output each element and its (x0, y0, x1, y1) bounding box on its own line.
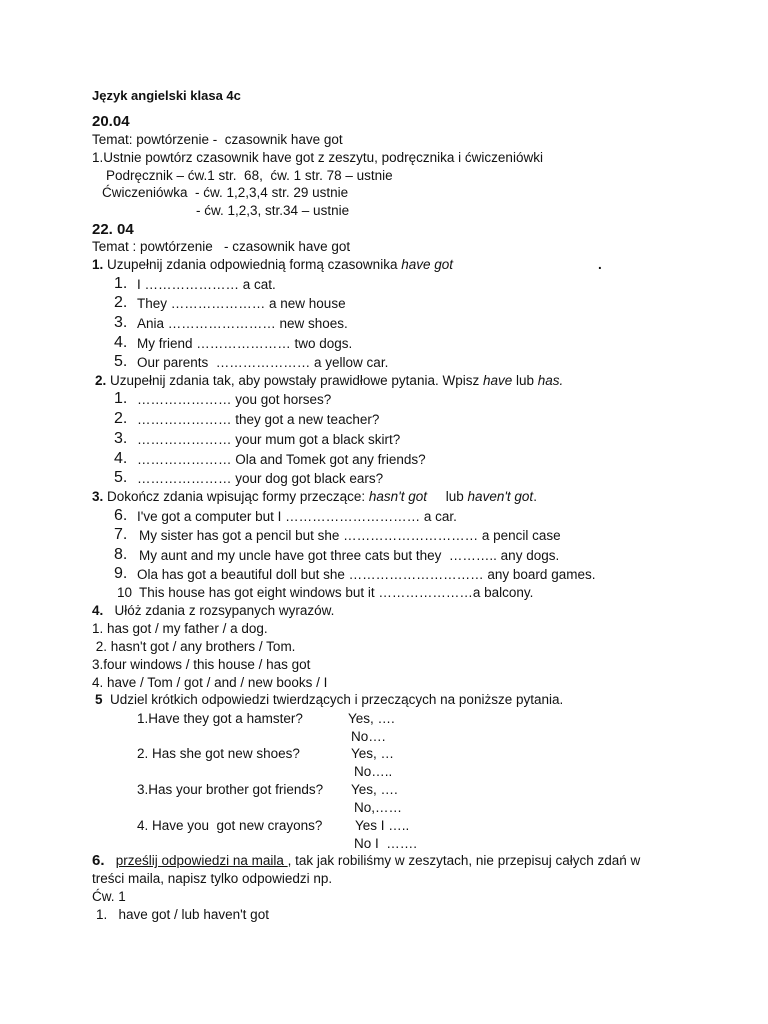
email-link[interactable]: prześlij odpowiedzi na maila (115, 853, 288, 868)
ex5-yes-answer: Yes, … (351, 746, 395, 761)
ex5-question: 3.Has your brother got friends? (137, 782, 324, 797)
ex5-yes-answer: Yes, …. (351, 782, 398, 797)
ex1-item: I ………………… a cat. (137, 277, 276, 292)
ex2-instruction: 2. Uzupełnij zdania tak, aby powstały prawidłowe pytania. Wpisz have lub has. (95, 373, 564, 388)
ex3-item-number: 6. (114, 507, 128, 524)
ex1-item: Our parents ………………… a yellow car. (137, 355, 389, 370)
ex4-item: 1. has got / my father / a dog. (92, 621, 268, 636)
ex4-item: 2. hasn't got / any brothers / Tom. (92, 639, 296, 654)
lesson1-topic: Temat: powtórzenie - czasownik have got (92, 132, 343, 147)
ex3-item-number: 9. (114, 565, 128, 582)
ex5-question: 4. Have you got new crayons? (137, 818, 323, 833)
ex2-item: ………………… your mum got a black skirt? (137, 432, 401, 447)
ex2-item-number: 4. (114, 450, 128, 467)
ex1-item-number: 2. (114, 294, 128, 311)
ex1-item: Ania …………………… new shoes. (137, 316, 348, 331)
ex5-no-answer: No,…… (354, 800, 403, 815)
ex1-instruction: 1. Uzupełnij zdania odpowiednią formą czasownika have got (92, 257, 453, 272)
ex2-item: ………………… your dog got black ears? (137, 471, 384, 486)
ex5-question: 1.Have they got a hamster? (137, 711, 303, 726)
ex1-item: They ………………… a new house (137, 296, 346, 311)
ex1-item-number: 4. (114, 334, 128, 351)
ex3-item-number: 8. (114, 546, 128, 563)
ex3-item-number: 10 (117, 585, 133, 600)
lesson1-textbook: Podręcznik – ćw.1 str. 68, ćw. 1 str. 78 – ustnie (106, 168, 393, 183)
ex2-item-number: 1. (114, 390, 128, 407)
ex2-item: ………………… they got a new teacher? (137, 412, 380, 427)
lesson1-task: 1.Ustnie powtórz czasownik have got z zeszytu, podręcznika i ćwiczeniówki (92, 150, 543, 165)
ex5-yes-answer: Yes I ….. (355, 818, 410, 833)
ex4-item: 4. have / Tom / got / and / new books / I (92, 675, 328, 690)
lesson2-date: 22. 04 (92, 221, 134, 238)
lesson2-topic: Temat : powtórzenie - czasownik have got (92, 239, 351, 254)
ex2-item-number: 3. (114, 430, 128, 447)
ex5-no-answer: No….. (354, 764, 393, 779)
ex2-item: ………………… Ola and Tomek got any friends? (137, 452, 426, 467)
document-title: Język angielski klasa 4c (92, 88, 241, 103)
ex4-item: 3.four windows / this house / has got (92, 657, 311, 672)
ex1-item: My friend ………………… two dogs. (137, 336, 353, 351)
ex3-item: My sister has got a pencil but she ………………………… a pencil case (139, 528, 561, 543)
ex3-item: I've got a computer but I ………………………… a car. (137, 509, 457, 524)
ex5-no-answer: No I ……. (354, 836, 418, 851)
lesson1-workbook-1: Ćwiczeniówka - ćw. 1,2,3,4 str. 29 ustnie (102, 185, 349, 200)
ex1-item-number: 5. (114, 353, 128, 370)
ex3-item-number: 7. (114, 526, 128, 543)
lesson1-date: 20.04 (92, 113, 130, 130)
ex3-item: Ola has got a beautiful doll but she ………………………… any board games. (137, 567, 596, 582)
lesson1-workbook-2: - ćw. 1,2,3, str.34 – ustnie (196, 203, 350, 218)
ex6-example-answer: 1. have got / lub haven't got (96, 907, 269, 922)
ex2-item-number: 5. (114, 469, 128, 486)
ex5-no-answer: No…. (351, 729, 386, 744)
ex3-item: My aunt and my uncle have got three cats but they ……….. any dogs. (139, 548, 560, 563)
ex2-item: ………………… you got horses? (137, 392, 332, 407)
ex5-yes-answer: Yes, …. (348, 711, 395, 726)
ex3-item: This house has got eight windows but it …………………a balcony. (139, 585, 534, 600)
ex6-instruction-line2: treści maila, napisz tylko odpowiedzi np. (92, 871, 333, 886)
ex3-instruction: 3. Dokończ zdania wpisując formy przeczące: hasn't got lub haven't got. (92, 489, 537, 504)
ex4-instruction: 4. Ułóż zdania z rozsypanych wyrazów. (92, 603, 335, 618)
ex2-item-number: 2. (114, 410, 128, 427)
ex5-question: 2. Has she got new shoes? (137, 746, 300, 761)
ex6-exercise-label: Ćw. 1 (92, 889, 126, 904)
ex1-instruction-dot: . (598, 257, 602, 272)
ex5-instruction: 5 Udziel krótkich odpowiedzi twierdzących i przeczących na poniższe pytania. (95, 692, 564, 707)
ex1-item-number: 1. (114, 275, 128, 292)
ex1-item-number: 3. (114, 314, 128, 331)
ex6-instruction: 6. prześlij odpowiedzi na maila , tak jak robiliśmy w zeszytach, nie przepisuj całych zdań w (92, 852, 641, 869)
